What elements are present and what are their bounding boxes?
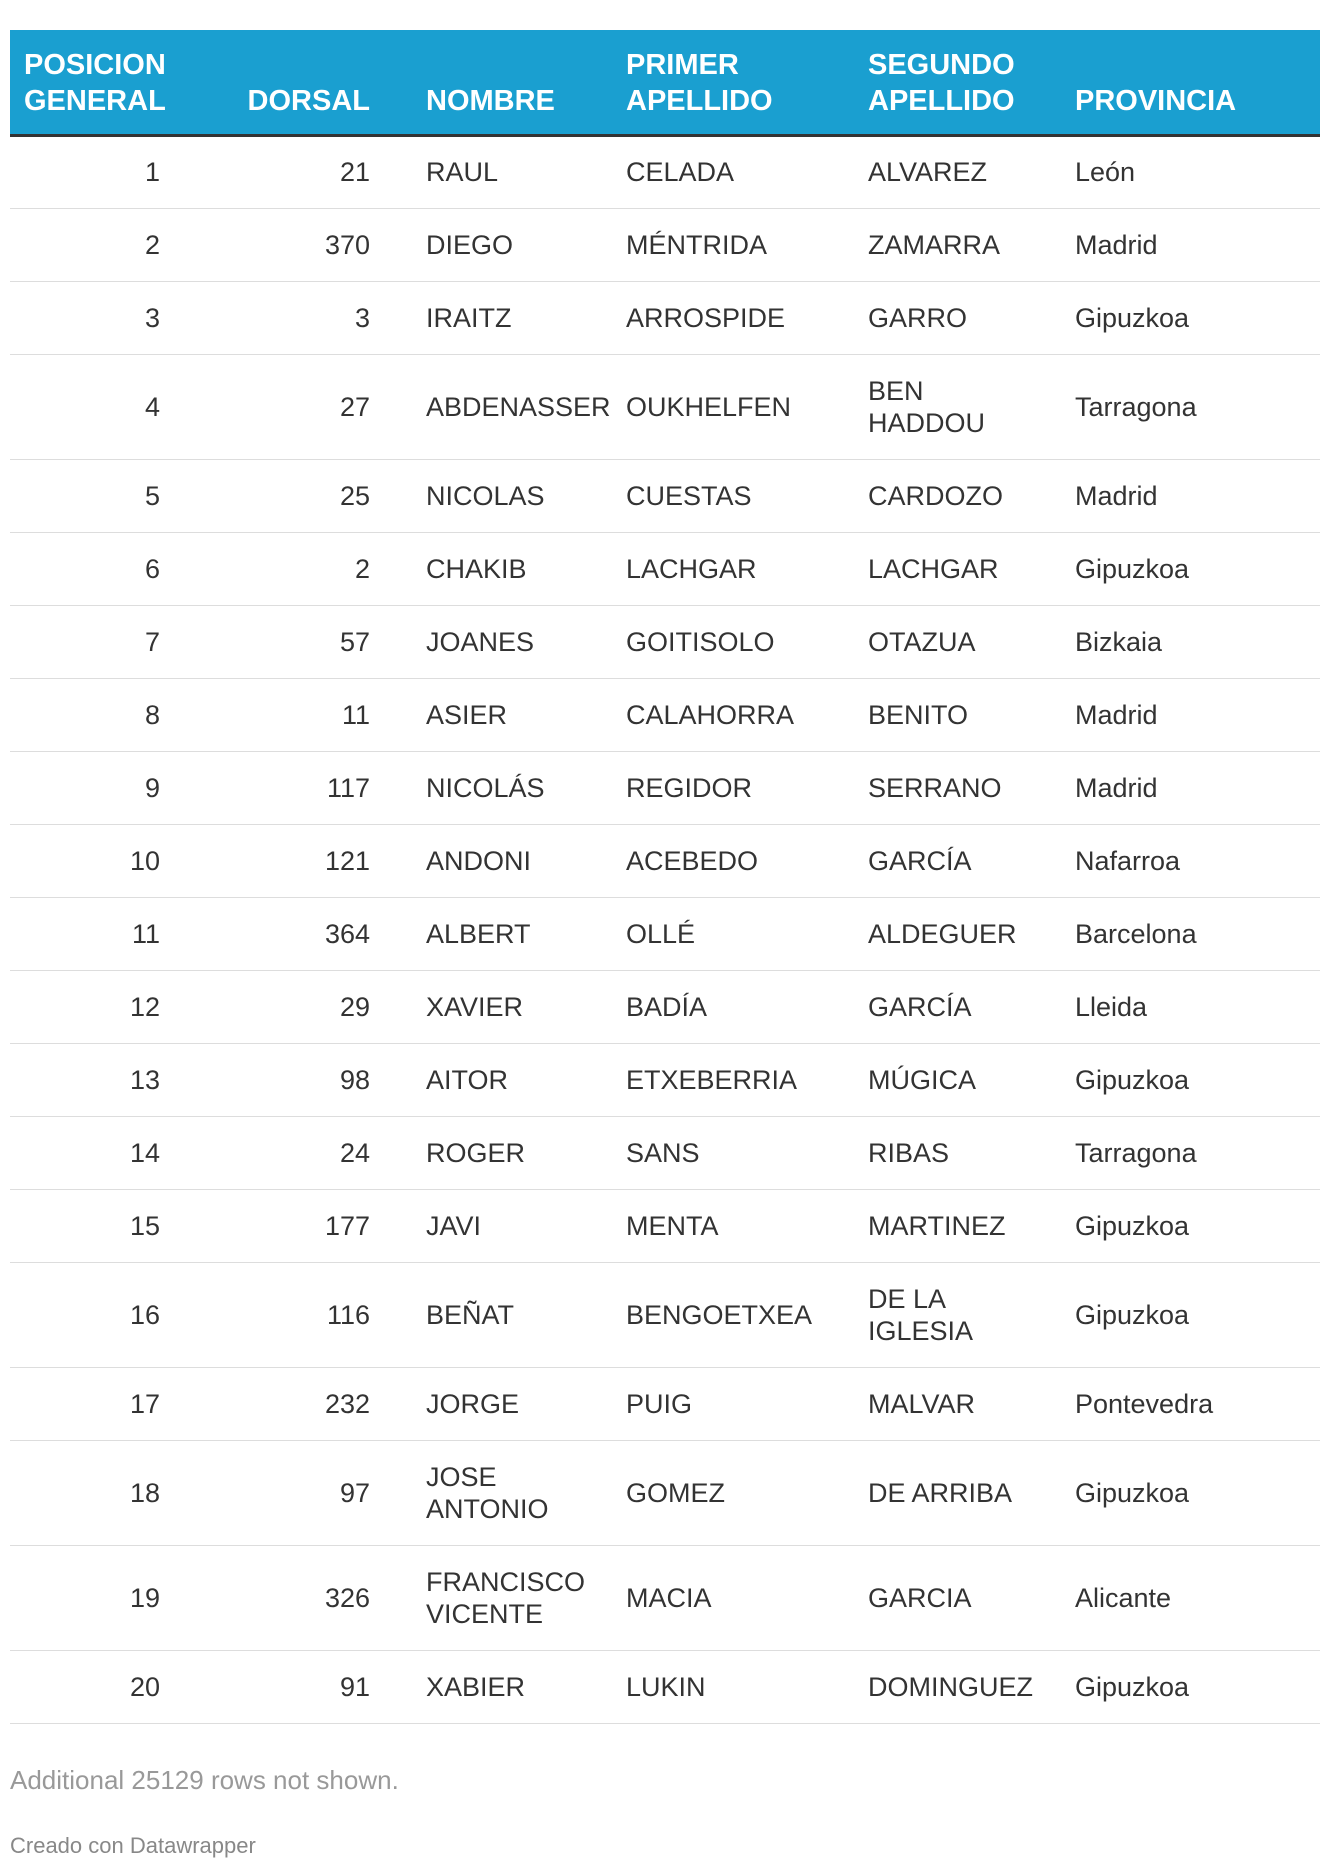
- cell-dorsal: 121: [180, 824, 370, 897]
- cell-nombre: FRANCISCO VICENTE: [370, 1545, 610, 1650]
- table-row: [10, 459, 1320, 532]
- cell-posicion: 9: [10, 751, 180, 824]
- table-row: [10, 824, 1320, 897]
- cell-segundo-apellido: RIBAS: [851, 1116, 1075, 1189]
- cell-dorsal: 11: [180, 678, 370, 751]
- cell-posicion: 20: [10, 1650, 180, 1723]
- table-row: [10, 532, 1320, 605]
- cell-dorsal: 370: [180, 208, 370, 281]
- cell-dorsal: 57: [180, 605, 370, 678]
- cell-dorsal: 24: [180, 1116, 370, 1189]
- cell-primer-apellido: ARROSPIDE: [610, 281, 851, 354]
- table-row: [10, 605, 1320, 678]
- table-row: [10, 1650, 1320, 1723]
- cell-segundo-apellido: DE ARRIBA: [851, 1440, 1075, 1545]
- cell-nombre: RAUL: [370, 135, 610, 208]
- cell-dorsal: 2: [180, 532, 370, 605]
- cell-dorsal: 27: [180, 354, 370, 459]
- cell-posicion: 14: [10, 1116, 180, 1189]
- cell-primer-apellido: LACHGAR: [610, 532, 851, 605]
- cell-provincia: Gipuzkoa: [1075, 532, 1320, 605]
- cell-segundo-apellido: CARDOZO: [851, 459, 1075, 532]
- table-row: [10, 1367, 1320, 1440]
- cell-nombre: BEÑAT: [370, 1262, 610, 1367]
- cell-provincia: Nafarroa: [1075, 824, 1320, 897]
- cell-segundo-apellido: ALDEGUER: [851, 897, 1075, 970]
- cell-primer-apellido: BENGOETXEA: [610, 1262, 851, 1367]
- cell-segundo-apellido: ALVAREZ: [851, 135, 1075, 208]
- cell-posicion: 12: [10, 970, 180, 1043]
- cell-dorsal: 25: [180, 459, 370, 532]
- cell-nombre: NICOLÁS: [370, 751, 610, 824]
- cell-dorsal: 177: [180, 1189, 370, 1262]
- cell-nombre: DIEGO: [370, 208, 610, 281]
- cell-segundo-apellido: BEN HADDOU: [851, 354, 1075, 459]
- cell-dorsal: 364: [180, 897, 370, 970]
- cell-posicion: 5: [10, 459, 180, 532]
- cell-provincia: Madrid: [1075, 459, 1320, 532]
- table-row: [10, 354, 1320, 459]
- cell-segundo-apellido: GARCÍA: [851, 824, 1075, 897]
- table-row: [10, 1043, 1320, 1116]
- cell-primer-apellido: SANS: [610, 1116, 851, 1189]
- cell-primer-apellido: MACIA: [610, 1545, 851, 1650]
- cell-primer-apellido: REGIDOR: [610, 751, 851, 824]
- table-row: [10, 281, 1320, 354]
- cell-nombre: IRAITZ: [370, 281, 610, 354]
- table-row: [10, 1440, 1320, 1545]
- cell-posicion: 17: [10, 1367, 180, 1440]
- table-row: [10, 1545, 1320, 1650]
- cell-segundo-apellido: MARTINEZ: [851, 1189, 1075, 1262]
- cell-posicion: 6: [10, 532, 180, 605]
- cell-primer-apellido: OUKHELFEN: [610, 354, 851, 459]
- cell-primer-apellido: CALAHORRA: [610, 678, 851, 751]
- cell-dorsal: 232: [180, 1367, 370, 1440]
- cell-provincia: Barcelona: [1075, 897, 1320, 970]
- table-row: [10, 970, 1320, 1043]
- cell-nombre: ALBERT: [370, 897, 610, 970]
- table-header: [10, 30, 1320, 135]
- cell-posicion: 11: [10, 897, 180, 970]
- cell-posicion: 2: [10, 208, 180, 281]
- cell-segundo-apellido: GARCÍA: [851, 970, 1075, 1043]
- table-row: [10, 1262, 1320, 1367]
- cell-provincia: Gipuzkoa: [1075, 1650, 1320, 1723]
- cell-primer-apellido: OLLÉ: [610, 897, 851, 970]
- cell-provincia: Tarragona: [1075, 354, 1320, 459]
- rows-not-shown-note: Additional 25129 rows not shown.: [10, 1765, 399, 1795]
- cell-primer-apellido: ACEBEDO: [610, 824, 851, 897]
- table-row: [10, 1189, 1320, 1262]
- table-row: [10, 678, 1320, 751]
- cell-provincia: Gipuzkoa: [1075, 1440, 1320, 1545]
- cell-posicion: 8: [10, 678, 180, 751]
- cell-dorsal: 116: [180, 1262, 370, 1367]
- cell-primer-apellido: GOMEZ: [610, 1440, 851, 1545]
- cell-primer-apellido: BADÍA: [610, 970, 851, 1043]
- cell-segundo-apellido: ZAMARRA: [851, 208, 1075, 281]
- cell-posicion: 4: [10, 354, 180, 459]
- table-row: [10, 135, 1320, 208]
- cell-dorsal: 117: [180, 751, 370, 824]
- cell-provincia: Bizkaia: [1075, 605, 1320, 678]
- cell-dorsal: 21: [180, 135, 370, 208]
- cell-dorsal: 29: [180, 970, 370, 1043]
- cell-segundo-apellido: GARRO: [851, 281, 1075, 354]
- cell-nombre: JAVI: [370, 1189, 610, 1262]
- datawrapper-credit[interactable]: Creado con Datawrapper: [10, 1833, 256, 1858]
- cell-segundo-apellido: SERRANO: [851, 751, 1075, 824]
- cell-provincia: Tarragona: [1075, 1116, 1320, 1189]
- cell-nombre: ASIER: [370, 678, 610, 751]
- cell-segundo-apellido: LACHGAR: [851, 532, 1075, 605]
- header-nombre[interactable]: NOMBRE: [370, 30, 610, 135]
- cell-provincia: Gipuzkoa: [1075, 1189, 1320, 1262]
- cell-nombre: JOSE ANTONIO: [370, 1440, 610, 1545]
- header-dorsal[interactable]: DORSAL: [180, 30, 370, 135]
- cell-posicion: 7: [10, 605, 180, 678]
- cell-provincia: Lleida: [1075, 970, 1320, 1043]
- header-provincia[interactable]: PROVINCIA: [1075, 30, 1320, 135]
- cell-posicion: 18: [10, 1440, 180, 1545]
- cell-primer-apellido: LUKIN: [610, 1650, 851, 1723]
- cell-dorsal: 91: [180, 1650, 370, 1723]
- cell-nombre: ROGER: [370, 1116, 610, 1189]
- cell-segundo-apellido: BENITO: [851, 678, 1075, 751]
- header-segundo-apellido[interactable]: SEGUNDO APELLIDO: [851, 30, 1075, 135]
- cell-posicion: 19: [10, 1545, 180, 1650]
- cell-provincia: Madrid: [1075, 751, 1320, 824]
- cell-posicion: 1: [10, 135, 180, 208]
- header-row: [10, 30, 1320, 135]
- cell-nombre: XAVIER: [370, 970, 610, 1043]
- cell-posicion: 10: [10, 824, 180, 897]
- cell-posicion: 16: [10, 1262, 180, 1367]
- cell-dorsal: 98: [180, 1043, 370, 1116]
- results-table: [10, 30, 1320, 1724]
- cell-primer-apellido: GOITISOLO: [610, 605, 851, 678]
- table-body: [10, 135, 1320, 1723]
- cell-provincia: Madrid: [1075, 208, 1320, 281]
- table-row: [10, 208, 1320, 281]
- cell-nombre: ABDENASSER: [370, 354, 610, 459]
- table-row: [10, 897, 1320, 970]
- cell-provincia: Gipuzkoa: [1075, 281, 1320, 354]
- cell-nombre: AITOR: [370, 1043, 610, 1116]
- cell-primer-apellido: ETXEBERRIA: [610, 1043, 851, 1116]
- cell-primer-apellido: CELADA: [610, 135, 851, 208]
- cell-dorsal: 97: [180, 1440, 370, 1545]
- cell-segundo-apellido: OTAZUA: [851, 605, 1075, 678]
- cell-provincia: Gipuzkoa: [1075, 1262, 1320, 1367]
- cell-provincia: León: [1075, 135, 1320, 208]
- cell-provincia: Alicante: [1075, 1545, 1320, 1650]
- cell-provincia: Madrid: [1075, 678, 1320, 751]
- cell-segundo-apellido: GARCIA: [851, 1545, 1075, 1650]
- cell-segundo-apellido: MALVAR: [851, 1367, 1075, 1440]
- cell-posicion: 3: [10, 281, 180, 354]
- cell-segundo-apellido: MÚGICA: [851, 1043, 1075, 1116]
- cell-provincia: Pontevedra: [1075, 1367, 1320, 1440]
- cell-segundo-apellido: DE LA IGLESIA: [851, 1262, 1075, 1367]
- cell-nombre: XABIER: [370, 1650, 610, 1723]
- cell-primer-apellido: MENTA: [610, 1189, 851, 1262]
- cell-nombre: CHAKIB: [370, 532, 610, 605]
- results-table-container[interactable]: [10, 30, 1237, 1724]
- cell-segundo-apellido: DOMINGUEZ: [851, 1650, 1075, 1723]
- cell-nombre: JORGE: [370, 1367, 610, 1440]
- cell-primer-apellido: MÉNTRIDA: [610, 208, 851, 281]
- cell-posicion: 13: [10, 1043, 180, 1116]
- cell-provincia: Gipuzkoa: [1075, 1043, 1320, 1116]
- cell-nombre: JOANES: [370, 605, 610, 678]
- cell-dorsal: 3: [180, 281, 370, 354]
- cell-primer-apellido: PUIG: [610, 1367, 851, 1440]
- cell-nombre: NICOLAS: [370, 459, 610, 532]
- cell-nombre: ANDONI: [370, 824, 610, 897]
- header-primer-apellido[interactable]: PRIMER APELLIDO: [610, 30, 851, 135]
- header-posicion[interactable]: POSICION GENERAL: [10, 30, 180, 135]
- cell-primer-apellido: CUESTAS: [610, 459, 851, 532]
- cell-posicion: 15: [10, 1189, 180, 1262]
- table-row: [10, 1116, 1320, 1189]
- cell-dorsal: 326: [180, 1545, 370, 1650]
- table-row: [10, 751, 1320, 824]
